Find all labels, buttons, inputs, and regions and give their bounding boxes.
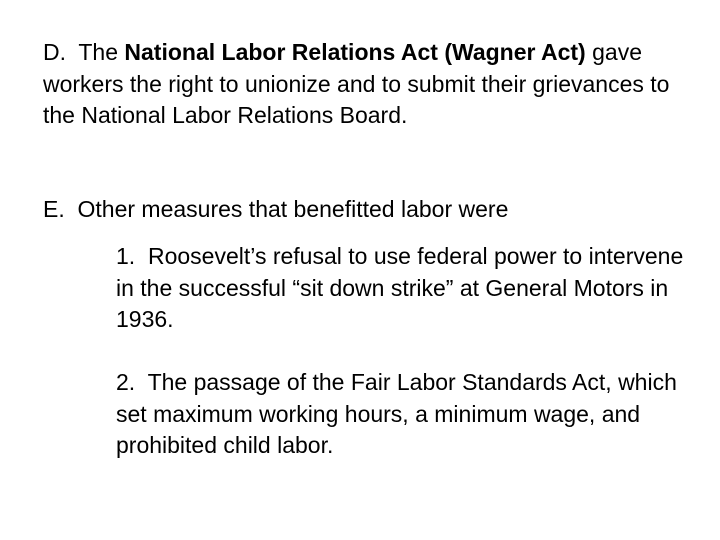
sub-item-1-paragraph [116, 241, 696, 336]
item-d-paragraph [43, 37, 683, 132]
sub-item-2-text: The passage of the Fair Labor Standards Act, which set maximum working hours, a minimum wage, and prohibited child labor. [116, 369, 677, 458]
item-e-marker: E. [43, 196, 65, 222]
item-d-bold-title: National Labor Relations Act (Wagner Act) [124, 39, 586, 65]
item-d-marker: D. [43, 39, 66, 65]
sub-item-1-marker: 1. [116, 243, 136, 269]
sub-item-2-marker: 2. [116, 369, 136, 395]
item-e-text: Other measures that benefitted labor were [77, 196, 509, 222]
item-d-lead: The [78, 39, 125, 65]
sub-item-1-text: Roosevelt’s refusal to use federal power to intervene in the successful “sit down strike” at General Motors in 1936. [116, 243, 684, 332]
sub-item-2-paragraph [116, 367, 696, 462]
item-e-paragraph [43, 194, 683, 226]
item-d-text: gave workers the right to unionize and to submit their grievances to the National Labor Relations Board. [43, 39, 670, 128]
